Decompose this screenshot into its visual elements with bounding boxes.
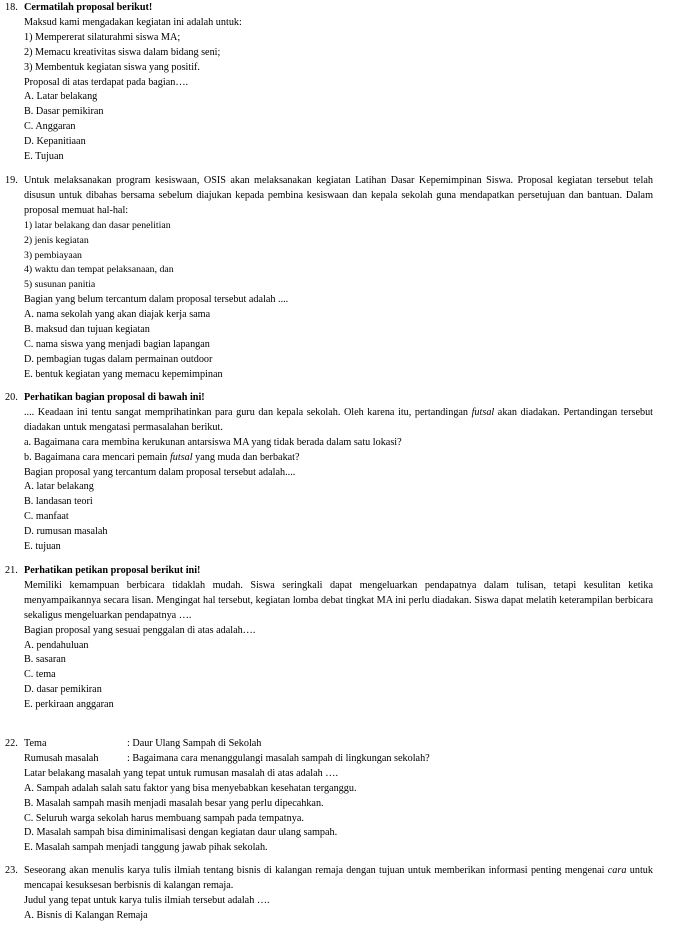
option-b: B. sasaran xyxy=(24,654,66,666)
question-heading: Cermatilah proposal berikut! xyxy=(24,2,153,13)
tema-label: Tema xyxy=(24,738,47,749)
option-c: C. manfaat xyxy=(24,511,69,523)
list-item: 5) susunan panitia xyxy=(24,279,96,291)
question-heading: Perhatikan petikan proposal berikut ini! xyxy=(24,565,201,576)
option-d: D. Masalah sampah bisa diminimalisasi dengan kegiatan daur ulang sampah. xyxy=(24,827,338,839)
intro-paragraph: Seseorang akan menulis karya tulis ilmiah tentang bisnis di kalangan remaja dengan tujuan untuk memberikan informasi penting mengenai cara untuk mencapai kesuksesan berbisnis di kalangan remaja. xyxy=(24,865,653,891)
list-item: a. Bagaimana cara membina kerukunan antarsiswa MA yang tidak berada dalam satu lokasi? xyxy=(24,436,402,448)
question-prompt: Judul yang tepat untuk karya tulis ilmiah tersebut adalah …. xyxy=(24,894,270,906)
option-c: C. nama siswa yang menjadi bagian lapangan xyxy=(24,338,210,350)
excerpt-paragraph: Memiliki kemampuan berbicara tidaklah mudah. Siswa seringkali dapat mengeluarkan pendapatnya dalam tulisan, tetapi kesulitan ketika menyampaikannya secara lisan. Mengingat hal tersebut, kegiatan lomba debat tingkat MA ini perlu diadakan. Siswa dapat melatih keterampilan berbicara sekaligus mengeluarkan pendapatnya …. xyxy=(24,579,653,621)
tema-value: : Daur Ulang Sampah di Sekolah xyxy=(127,738,262,749)
option-d: D. Kepanitiaan xyxy=(24,136,86,148)
list-item: 4) waktu dan tempat pelaksanaan, dan xyxy=(24,264,174,276)
tema-row xyxy=(24,737,653,752)
option-e: E. tujuan xyxy=(24,541,61,553)
question-prompt: Latar belakang masalah yang tepat untuk rumusan masalah di atas adalah …. xyxy=(24,767,339,779)
question-prompt: Proposal di atas terdapat pada bagian…. xyxy=(24,76,189,88)
excerpt-paragraph: .... Keadaan ini tentu sangat memprihatinkan para guru dan kepala sekolah. Oleh karena itu, pertandingan futsal akan diadakan. Pertandingan tersebut diadakan untuk mengatasi permasalahan berikut. xyxy=(24,406,654,433)
option-e: E. Tujuan xyxy=(24,151,64,163)
intro-paragraph: Untuk melaksanakan program kesiswaan, OSIS akan melaksanakan kegiatan Latihan Dasar Kepemimpinan Siswa. Proposal kegiatan tersebut telah disusun untuk dibahas bersama sebelum diajukan kepada pembina kesiswaan dan kepala sekolah guna mendapatkan persetujuan dan bantuan. Dalam proposal memuat hal-hal: xyxy=(24,175,653,216)
option-b: B. maksud dan tujuan kegiatan xyxy=(24,324,150,336)
option-e: E. Masalah sampah menjadi tanggung jawab pihak sekolah. xyxy=(24,842,268,854)
list-item: 3) pembiayaan xyxy=(24,249,82,261)
question-prompt: Bagian yang belum tercantum dalam proposal tersebut adalah .... xyxy=(24,294,289,306)
question-number: 18. xyxy=(5,2,18,13)
option-a: A. Bisnis di Kalangan Remaja xyxy=(24,909,148,921)
question-19 xyxy=(5,174,653,383)
option-a: A. pendahuluan xyxy=(24,639,89,651)
question-number: 21. xyxy=(5,565,18,576)
question-18 xyxy=(5,1,653,165)
list-item: 3) Membentuk kegiatan siswa yang positif. xyxy=(24,61,200,73)
option-d: D. pembagian tugas dalam permainan outdoor xyxy=(24,353,213,365)
question-number: 19. xyxy=(5,175,18,186)
question-prompt: Bagian proposal yang tercantum dalam proposal tersebut adalah.... xyxy=(24,466,296,478)
option-d: D. rumusan masalah xyxy=(24,526,108,538)
list-item: 2) jenis kegiatan xyxy=(24,234,89,246)
rumusan-value: : Bagaimana cara menanggulangi masalah sampah di lingkungan sekolah? xyxy=(127,752,430,764)
option-b: B. landasan teori xyxy=(24,496,93,508)
question-number: 20. xyxy=(5,392,18,403)
option-c: C. Seluruh warga sekolah harus membuang sampah pada tempatnya. xyxy=(24,812,304,824)
list-item: 2) Memacu kreativitas siswa dalam bidang seni; xyxy=(24,46,221,58)
question-22 xyxy=(5,737,653,856)
question-prompt: Bagian proposal yang sesuai penggalan di atas adalah…. xyxy=(24,624,256,636)
question-number: 23. xyxy=(5,865,18,876)
question-number: 22. xyxy=(5,738,18,749)
list-item: b. Bagaimana cara mencari pemain futsal yang muda dan berbakat? xyxy=(24,451,300,463)
option-b: B. Masalah sampah masih menjadi masalah besar yang perlu dipecahkan. xyxy=(24,797,324,809)
rumusan-row xyxy=(24,752,653,767)
list-item: 1) latar belakang dan dasar penelitian xyxy=(24,219,171,231)
option-a: A. Latar belakang xyxy=(24,91,98,103)
option-a: A. Sampah adalah salah satu faktor yang bisa menyebabkan kesehatan terganggu. xyxy=(24,782,357,794)
option-b: B. Dasar pemikiran xyxy=(24,106,104,118)
question-23 xyxy=(5,864,653,924)
option-a: A. nama sekolah yang akan diajak kerja sama xyxy=(24,309,211,321)
question-21 xyxy=(5,564,653,713)
question-heading: Perhatikan bagian proposal di bawah ini! xyxy=(24,392,205,403)
option-e: E. perkiraan anggaran xyxy=(24,699,114,711)
option-c: C. Anggaran xyxy=(24,121,76,133)
list-item: 1) Mempererat silaturahmi siswa MA; xyxy=(24,31,181,43)
option-c: C. tema xyxy=(24,669,56,681)
option-e: E. bentuk kegiatan yang memacu kepemimpinan xyxy=(24,368,223,380)
question-20 xyxy=(5,391,653,555)
rumusan-label: Rumusah masalah xyxy=(24,752,99,764)
intro-text: Maksud kami mengadakan kegiatan ini adalah untuk: xyxy=(24,16,242,28)
option-a: A. latar belakang xyxy=(24,481,94,493)
option-d: D. dasar pemikiran xyxy=(24,684,102,696)
